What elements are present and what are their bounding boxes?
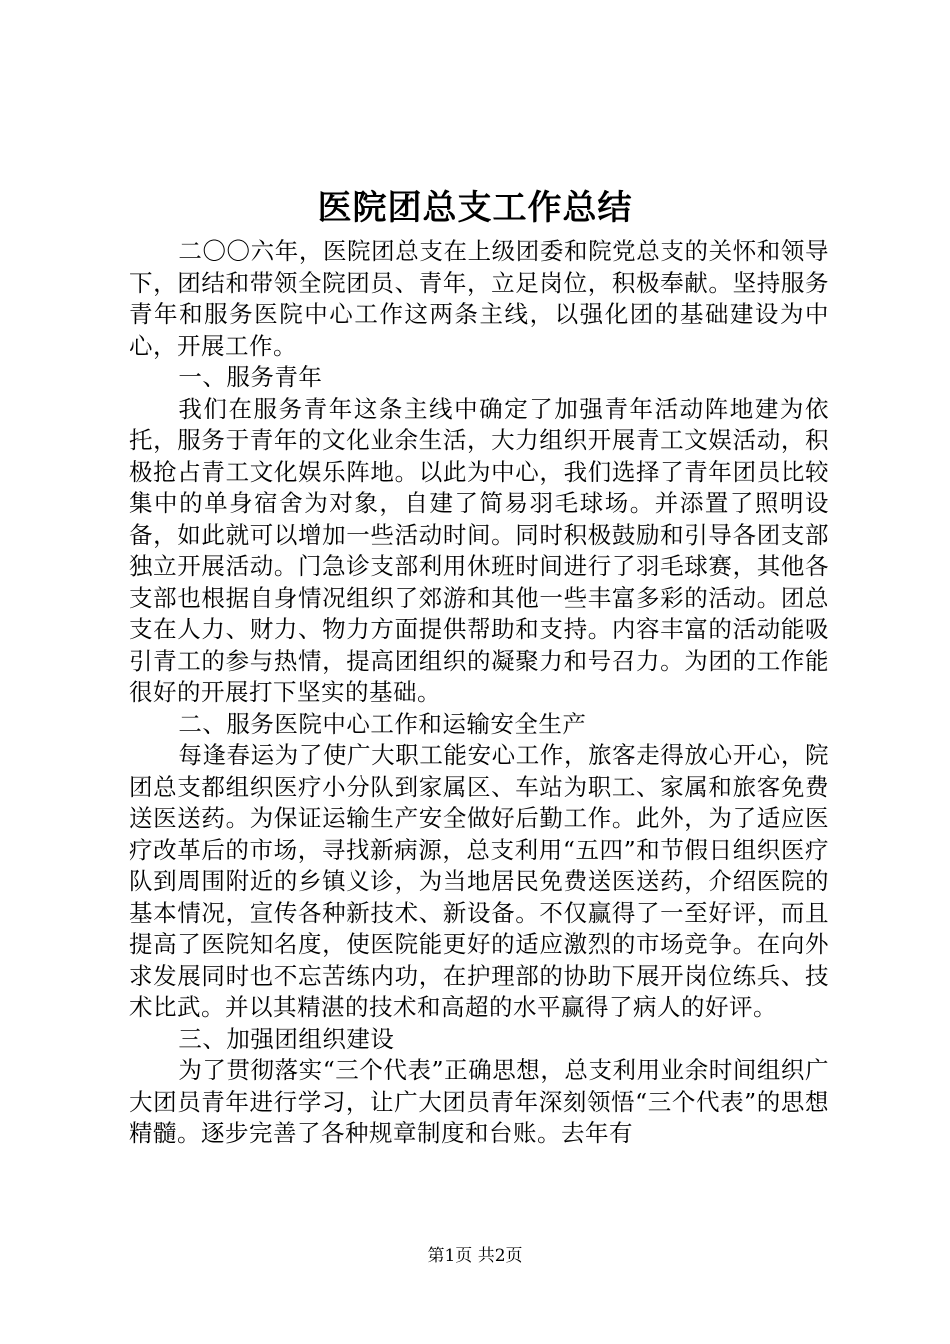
section-2-paragraph: 每逢春运为了使广大职工能安心工作，旅客走得放心开心，院团总支都组织医疗小分队到家属区、车站为职工、家属和旅客免费送医送药。为保证运输生产安全做好后勤工作。此外，为了适应医疗改革后的市场，寻找新病源，总支利用“五四”和节假日组织医疗队到周围附近的乡镇义诊，为当地居民免费送医送药，介绍医院的基本情况，宣传各种新技术、新设备。不仅赢得了一至好评，而且提高了医院知名度，使医院能更好的适应激烈的市场竞争。在向外求发展同时也不忘苦练内功，在护理部的协助下展开岗位练兵、技术比武。并以其精湛的技术和高超的水平赢得了病人的好评。	[129, 741, 829, 1021]
section-heading-1: 一、服务青年	[178, 363, 323, 391]
document-body	[129, 236, 829, 1150]
intro-paragraph: 二〇〇六年，医院团总支在上级团委和院党总支的关怀和领导下，团结和带领全院团员、青年，立足岗位，积极奉献。坚持服务青年和服务医院中心工作这两条主线，以强化团的基础建设为中心，开展工作。	[129, 237, 829, 360]
page-footer: 第1页 共2页	[427, 1246, 523, 1266]
section-heading-2: 二、服务医院中心工作和运输安全生产	[178, 709, 587, 738]
section-3-paragraph: 为了贯彻落实“三个代表”正确思想，总支利用业余时间组织广大团员青年进行学习，让广大团员青年深刻领悟“三个代表”的思想精髓。逐步完善了各种规章制度和台账。去年有	[129, 1056, 829, 1147]
document-title: 医院团总支工作总结	[317, 188, 633, 228]
section-heading-3: 三、加强团组织建设	[178, 1024, 395, 1053]
section-1-paragraph: 我们在服务青年这条主线中确定了加强青年活动阵地建为依托，服务于青年的文化业余生活，大力组织开展青工文娱活动，积极抢占青工文化娱乐阵地。以此为中心，我们选择了青年团员比较集中的单身宿舍为对象，自建了简易羽毛球场。并添置了照明设备，如此就可以增加一些活动时间。同时积极鼓励和引导各团支部独立开展活动。门急诊支部利用休班时间进行了羽毛球赛，其他各支部也根据自身情况组织了郊游和其他一些丰富多彩的活动。团总支在人力、财力、物力方面提供帮助和支持。内容丰富的活动能吸引青工的参与热情，提高团组织的凝聚力和号召力。为团的工作能很好的开展打下坚实的基础。	[129, 394, 829, 706]
